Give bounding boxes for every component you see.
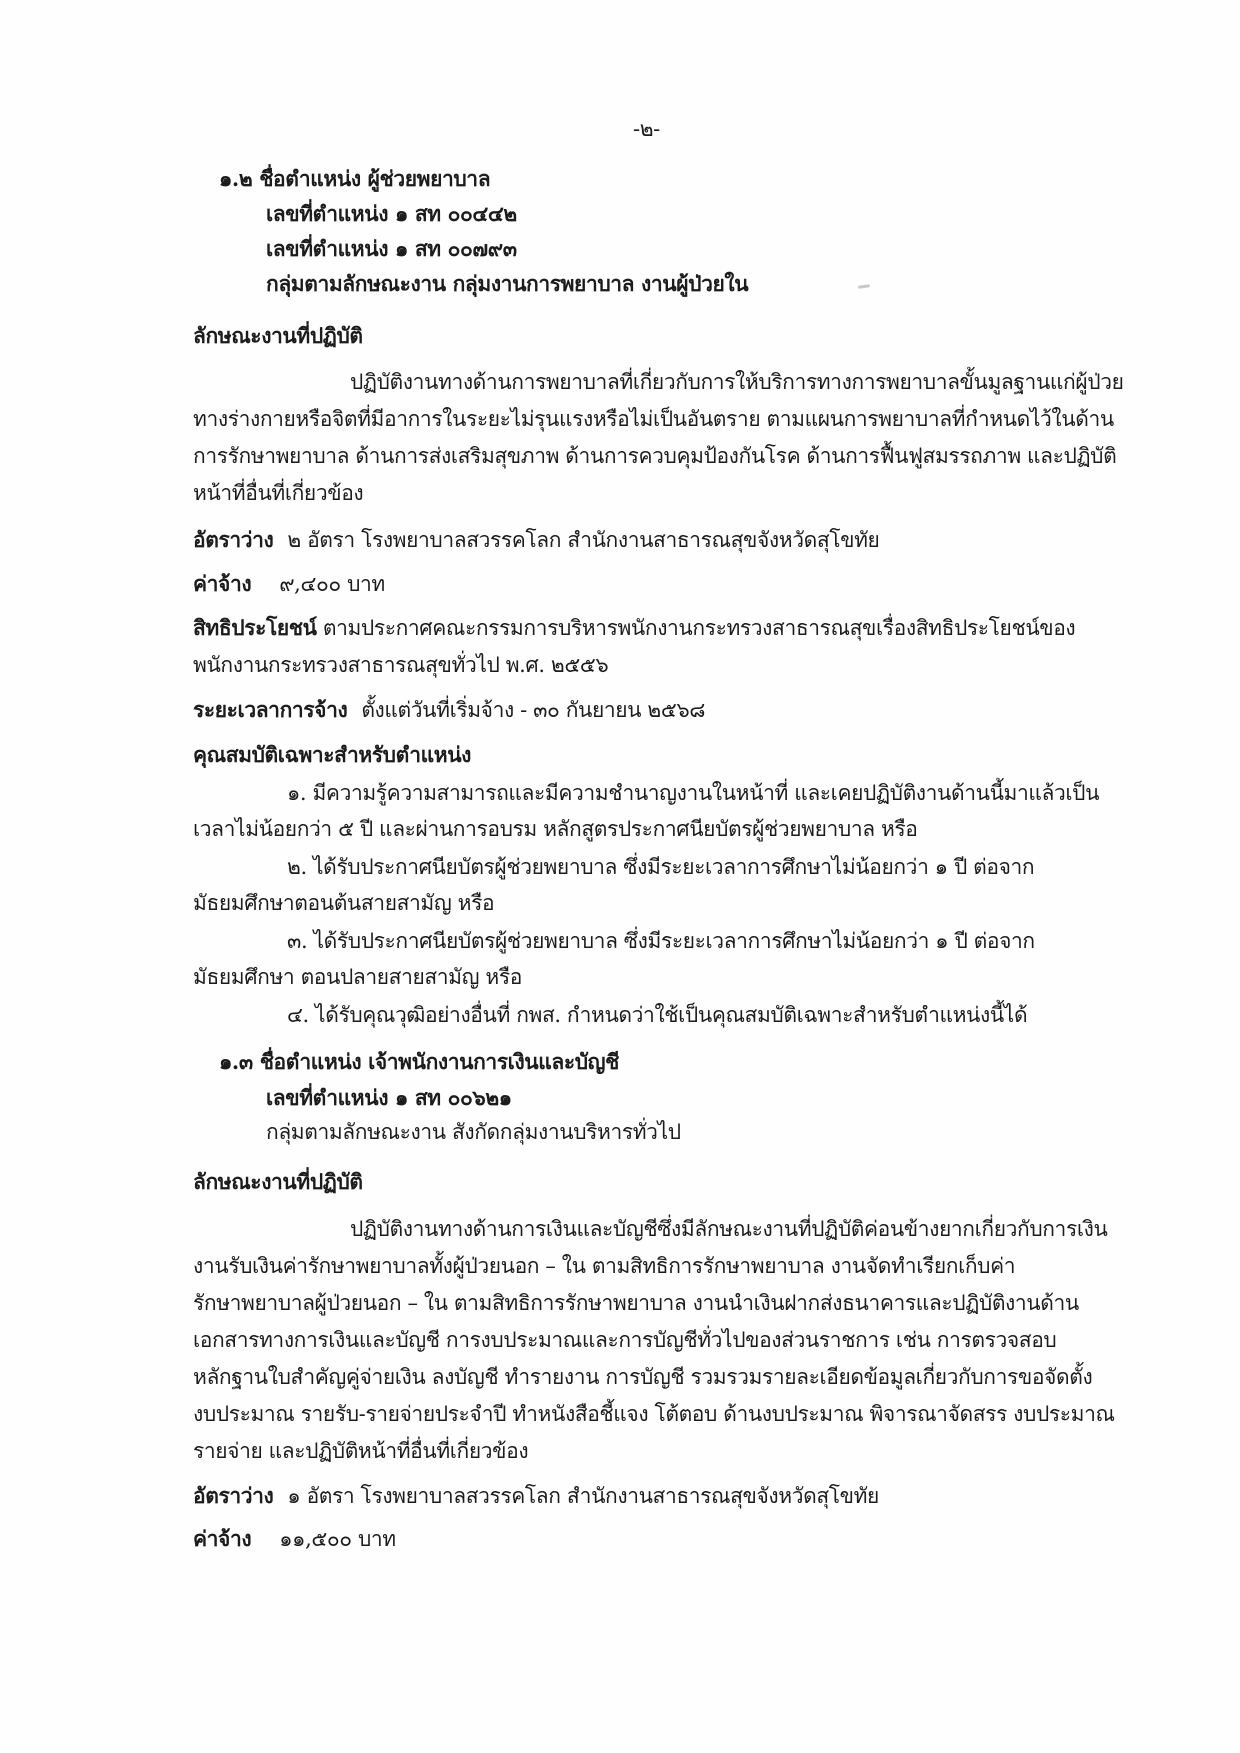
wage-label: ค่าจ้าง [193,571,252,596]
work-group: กลุ่มตามลักษณะงาน สังกัดกลุ่มงานบริหารทั่วไป [266,1120,681,1144]
page-number: -๒- [633,117,660,141]
duties-line: งบประมาณ รายรับ-รายจ่ายประจำปี ทำหนังสือชี้แจง โต้ตอบ ด้านงบประมาณ พิจารณาจัดสรร งบประมาณ [193,1402,1115,1426]
duties-line: เอกสารทางการเงินและบัญชี การงบประมาณและการบัญชีทั่วไปของส่วนราชการ เช่น การตรวจสอบ [193,1328,1057,1352]
position-number: เลขที่ตำแหน่ง ๑ สท ๐๐๖๒๑ [266,1085,512,1110]
duties-line: รักษาพยาบาลผู้ป่วยนอก – ใน ตามสิทธิการรักษาพยาบาล งานนำเงินฝากส่งธนาคารและปฏิบัติงานด้าน [193,1291,1079,1315]
position-number-1: เลขที่ตำแหน่ง ๑ สท ๐๐๔๔๒ [266,201,517,226]
wage-value: ๙,๔๐๐ บาท [279,572,385,596]
duties-line: หลักฐานใบสำคัญคู่จ่ายเงิน ลงบัญชี ทำรายงาน การบัญชี รวมรวมรายละเอียดข้อมูลเกี่ยวกับการขอจัดตั้ง [193,1365,1093,1389]
duties-line: งานรับเงินค่ารักษาพยาบาลทั้งผู้ป่วยนอก – ใน ตามสิทธิการรักษาพยาบาล งานจัดทำเรียกเก็บค่า [193,1254,1016,1278]
wage-row [193,568,385,600]
section-1-2-heading: ๑.๒ ชื่อตำแหน่ง ผู้ช่วยพยาบาล [219,166,491,191]
duties-line: หน้าที่อื่นที่เกี่ยวข้อง [193,481,364,505]
duties-line: การรักษาพยาบาล ด้านการส่งเสริมสุขภาพ ด้านการควบคุมป้องกันโรค ด้านการฟื้นฟูสมรรถภาพ และปฏิบัติ [193,444,1117,468]
qualification-item: เวลาไม่น้อยกว่า ๕ ปี และผ่านการอบรม หลักสูตรประกาศนียบัตรผู้ช่วยพยาบาล หรือ [193,817,918,841]
qualification-item: ๓. ได้รับประกาศนียบัตรผู้ช่วยพยาบาล ซึ่งมีระยะเวลาการศึกษาไม่น้อยกว่า ๑ ปี ต่อจาก [287,929,1035,953]
qualification-item: ๒. ได้รับประกาศนียบัตรผู้ช่วยพยาบาล ซึ่งมีระยะเวลาการศึกษาไม่น้อยกว่า ๑ ปี ต่อจาก [287,855,1035,879]
position-number-2: เลขที่ตำแหน่ง ๑ สท ๐๐๗๙๓ [266,236,517,261]
vacancy-label: อัตราว่าง [193,527,274,552]
benefits-label: สิทธิประโยชน์ [193,615,317,640]
duties-line: รายจ่าย และปฏิบัติหน้าที่อื่นที่เกี่ยวข้อง [193,1439,529,1463]
vacancy-value: ๑ อัตรา โรงพยาบาลสวรรคโลก สำนักงานสาธารณสุขจังหวัดสุโขทัย [287,1484,879,1508]
qualification-item: ๔. ได้รับคุณวุฒิอย่างอื่นที่ กพส. กำหนดว่าใช้เป็นคุณสมบัติเฉพาะสำหรับตำแหน่งนี้ได้ [287,1003,1028,1027]
vacancy-label: อัตราว่าง [193,1483,274,1508]
qualification-item: ๑. มีความรู้ความสามารถและมีความชำนาญงานในหน้าที่ และเคยปฏิบัติงานด้านนี้มาแล้วเป็น [287,781,1100,805]
duties-title: ลักษณะงานที่ปฏิบัติ [193,1169,363,1194]
qualification-item: มัธยมศึกษา ตอนปลายสายสามัญ หรือ [193,965,522,989]
duties-line: ทางร่างกายหรือจิตที่มีอาการในระยะไม่รุนแรงหรือไม่เป็นอันตราย ตามแผนการพยาบาลที่กำหนดไว้ในด้าน [193,407,1114,431]
wage-value: ๑๑,๕๐๐ บาท [279,1527,396,1551]
benefits-line-2: พนักงานกระทรวงสาธารณสุขทั่วไป พ.ศ. ๒๕๕๖ [193,653,609,677]
benefits-row [193,612,1075,644]
period-label: ระยะเวลาการจ้าง [193,697,348,722]
wage-row [193,1523,396,1555]
duties-line: ปฏิบัติงานทางด้านการเงินและบัญชีซึ่งมีลักษณะงานที่ปฏิบัติค่อนข้างยากเกี่ยวกับการเงิน [350,1217,1108,1241]
qualifications-title: คุณสมบัติเฉพาะสำหรับตำแหน่ง [193,742,472,767]
period-value: ตั้งแต่วันที่เริ่มจ้าง - ๓๐ กันยายน ๒๕๖๘ [361,698,706,722]
wage-label: ค่าจ้าง [193,1526,252,1551]
qualification-item: มัธยมศึกษาตอนต้นสายสามัญ หรือ [193,891,495,915]
duties-line: ปฏิบัติงานทางด้านการพยาบาลที่เกี่ยวกับการให้บริการทางการพยาบาลขั้นมูลฐานแก่ผู้ป่วย [350,370,1124,394]
work-group: กลุ่มตามลักษณะงาน กลุ่มงานการพยาบาล งานผู้ป่วยใน [266,271,749,296]
benefits-text: ตามประกาศคณะกรรมการบริหารพนักงานกระทรวงสาธารณสุขเรื่องสิทธิประโยชน์ของ [322,616,1076,640]
vacancy-value: ๒ อัตรา โรงพยาบาลสวรรคโลก สำนักงานสาธารณสุขจังหวัดสุโขทัย [287,528,880,552]
duties-title: ลักษณะงานที่ปฏิบัติ [193,323,363,348]
period-row [193,694,705,726]
vacancy-row [193,1480,879,1512]
vacancy-row [193,524,879,556]
section-1-3-heading: ๑.๓ ชื่อตำแหน่ง เจ้าพนักงานการเงินและบัญชี [219,1049,620,1074]
scan-mark [858,284,870,289]
